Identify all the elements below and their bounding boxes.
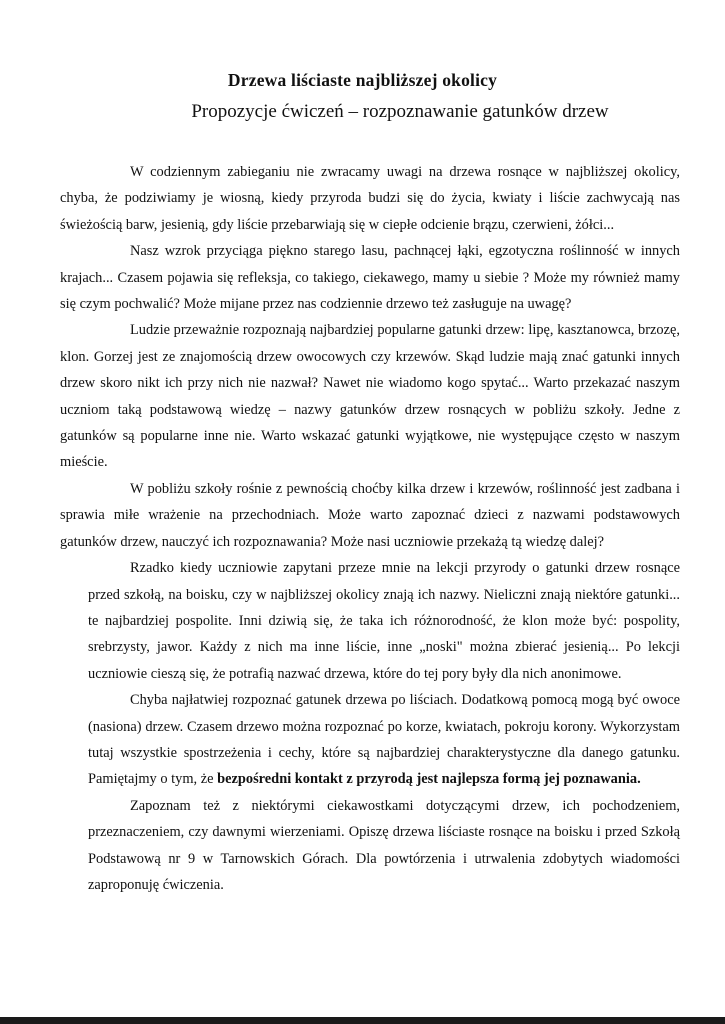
- paragraph: Nasz wzrok przyciąga piękno starego lasu, pachnącej łąki, egzotyczna roślinność w innych krajach... Czasem pojawia się refleksja, co takiego, ciekawego, mamy u siebie ? Może my również mamy się czym pochwalić? Może mijane przez nas codziennie drzewo też zasługuje na uwagę?: [60, 243, 680, 313]
- paragraph: [60, 687, 680, 793]
- emphasis-text: bezpośredni kontakt z przyrodą jest najlepsza formą jej poznawania.: [217, 771, 641, 788]
- paragraph-text: Chyba najłatwiej rozpoznać gatunek drzewa po liściach. Dodatkową pomocą mogą być owoce (nasiona) drzew. Czasem drzewo można rozpoznać po korze, kwiatach, pokroju korony. Wykorzystam tutaj wszystkie spostrzeżenia i cechy, które są najbardziej charakterystyczne dla danego gatunku. Pamiętajmy o tym, że: [88, 692, 680, 788]
- paragraph: W codziennym zabieganiu nie zwracamy uwagi na drzewa rosnące w najbliższej okolicy, chyba, że podziwiamy je wiosną, kiedy przyroda budzi się do życia, kwiaty i liście zachwycają nas świeżością barw, jesienią, gdy liście przebarwiają się w ciepłe odcienie brązu, czerwieni, żółci...: [60, 164, 680, 233]
- paragraph: W pobliżu szkoły rośnie z pewnością choćby kilka drzew i krzewów, roślinność jest zadbana i sprawia miłe wrażenie na przechodniach. Może warto zapoznać dzieci z nazwami podstawowych gatunków drzew, nauczyć ich rozpoznawania? Może nasi uczniowie przekażą tą wiedzę dalej?: [60, 480, 680, 550]
- document-body: [60, 159, 680, 898]
- document-subtitle: Propozycje ćwiczeń – rozpoznawanie gatunków drzew: [191, 101, 609, 122]
- paragraph: Rzadko kiedy uczniowie zapytani przeze mnie na lekcji przyrody o gatunki drzew rosnące przed szkołą, na boisku, czy w najbliższej okolicy znają ich nazwy. Nieliczni znają niektóre gatunki... te najbardziej pospolite. Inni dziwią się, że taka ich różnorodność, że klon może być: pospolity, srebrzysty, jawor. Każdy z nich ma inne liście, inne „noski" można zbierać jesienią... Po lekcji uczniowie cieszą się, że potrafią nazwać drzewa, które do tej pory były dla nich anonimowe.: [88, 560, 680, 682]
- scan-edge: [0, 1017, 725, 1024]
- document-title: Drzewa liściaste najbliższej okolicy: [227, 70, 498, 90]
- paragraph: Zapoznam też z niektórymi ciekawostkami dotyczącymi drzew, ich pochodzeniem, przeznaczeniem, czy dawnymi wierzeniami. Opiszę drzewa liściaste rosnące na boisku i przed Szkołą Podstawową nr 9 w Tarnowskich Górach. Dla powtórzenia i utrwalenia zdobytych wiadomości zaproponuję ćwiczenia.: [88, 797, 680, 893]
- paragraph: Ludzie przeważnie rozpoznają najbardziej popularne gatunki drzew: lipę, kasztanowca, brzozę, klon. Gorzej jest ze znajomością drzew owocowych czy krzewów. Skąd ludzie mają znać gatunki innych drzew skoro nikt ich przy nich nie nazwał? Nawet nie wiadomo kogo spytać... Warto przekazać naszym uczniom taką podstawową wiedzę – nazwy gatunków drzew rosnących w pobliżu szkoły. Jedne z gatunków są popularne inne nie. Warto wskazać gatunki wyjątkowe, nie występujące często w naszym mieście.: [60, 322, 680, 471]
